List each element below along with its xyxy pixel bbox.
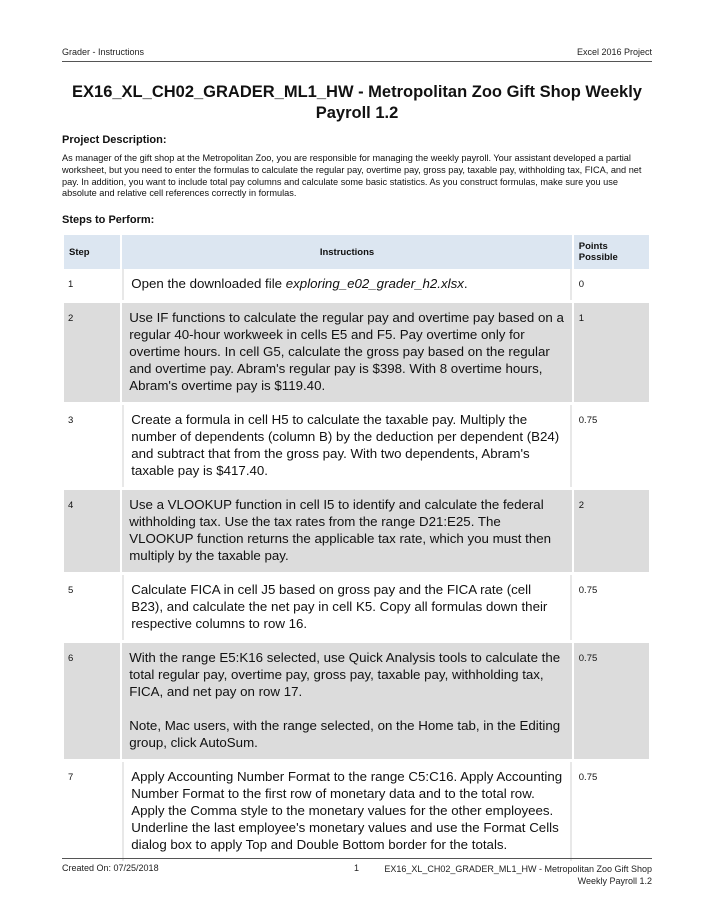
table-row [64,762,649,861]
step-points: 2 [574,490,649,572]
table-row [64,643,649,759]
project-description-heading: Project Description: [62,134,167,146]
table-header-row [64,235,649,269]
header-left: Grader - Instructions [62,47,145,57]
step-number: 3 [68,415,74,426]
steps-heading: Steps to Perform: [62,214,155,226]
step-instructions: Calculate FICA in cell J5 based on gross pay and the FICA rate (cell B23), and calculate the net pay in cell K5. Copy all formulas down their respective columns to row 16. [122,575,572,640]
step-number: 2 [64,303,120,402]
step-points: 0.75 [578,415,598,426]
column-header-instructions: Instructions [122,235,572,269]
footer-document-title [362,863,652,887]
table-row [64,405,649,487]
step-instructions: Apply Accounting Number Format to the range C5:C16. Apply Accounting Number Format to the first row of monetary data and to the total row. Apply the Comma style to the monetary values for the other employees. Underline the last employee's monetary values and use the Format Cells dialog box to apply Top and Double Bottom border for the totals. [122,762,572,861]
step-number: 5 [68,585,74,596]
page-footer [62,858,652,886]
instruction-text-end: . [463,276,468,291]
footer-title-line2: Weekly Payroll 1.2 [577,876,652,886]
step-number: 6 [64,643,120,759]
table-row [64,490,649,572]
step-instructions [122,643,572,759]
step-points: 0.75 [578,585,598,596]
mac-note: Note, Mac users, with the range selected, on the Home tab, in the Editing group, click AutoSum. [129,718,561,750]
step-points: 1 [574,303,649,402]
step-points: 0.75 [574,643,649,759]
step-number: 4 [64,490,120,572]
step-points: 0.75 [578,772,598,783]
footer-page-number: 1 [354,863,360,873]
step-instructions: Create a formula in cell H5 to calculate the taxable pay. Multiply the number of dependents (column B) by the deduction per dependent (B24) and subtract that from the gross pay. With two dependents, Abram's taxable pay is $417.40. [122,405,572,487]
step-instructions [122,269,572,300]
page-header [62,47,652,62]
step-number: 7 [68,772,74,783]
column-header-step: Step [64,235,120,269]
file-name: exploring_e02_grader_h2.xlsx [285,276,464,291]
steps-table [62,235,651,861]
instruction-paragraph: With the range E5:K16 selected, use Quick Analysis tools to calculate the total regular pay, overtime pay, gross pay, taxable pay, withholding tax, FICA, and net pay on row 17. [129,650,561,699]
step-points: 0 [578,279,585,290]
project-description: As manager of the gift shop at the Metropolitan Zoo, you are responsible for managing the weekly payroll. Your assistant developed a partial worksheet, but you need to enter the formulas to calculate the regular pay, overtime pay, gross pay, taxable pay, withholding tax, FICA, and net pay. In addition, you want to include total pay columns and calculate some basic statistics. As you construct formulas, make sure you use absolute and relative cell references correctly in formulas. [62,153,642,199]
document-title: EX16_XL_CH02_GRADER_ML1_HW - Metropolitan Zoo Gift Shop Weekly Payroll 1.2 [72,83,642,122]
footer-created-date: Created On: 07/25/2018 [62,863,159,873]
column-header-points: Points Possible [574,235,649,269]
table-row [64,269,649,300]
footer-title-line1: EX16_XL_CH02_GRADER_ML1_HW - Metropolitan Zoo Gift Shop [384,864,652,874]
step-number: 1 [68,279,74,290]
header-right: Excel 2016 Project [576,47,652,57]
table-row [64,575,649,640]
instruction-text: Open the downloaded file [131,276,286,291]
step-instructions: Use IF functions to calculate the regular pay and overtime pay based on a regular 40-hour workweek in cells E5 and F5. Pay overtime only for overtime hours. In cell G5, calculate the gross pay based on the regular and overtime pay. Abram's regular pay is $398. With 8 overtime hours, Abram's overtime pay is $119.40. [122,303,572,402]
table-row [64,303,649,402]
step-instructions: Use a VLOOKUP function in cell I5 to identify and calculate the federal withholding tax. Use the tax rates from the range D21:E25. The VLOOKUP function returns the applicable tax rate, which you must then multiply by the taxable pay. [122,490,572,572]
